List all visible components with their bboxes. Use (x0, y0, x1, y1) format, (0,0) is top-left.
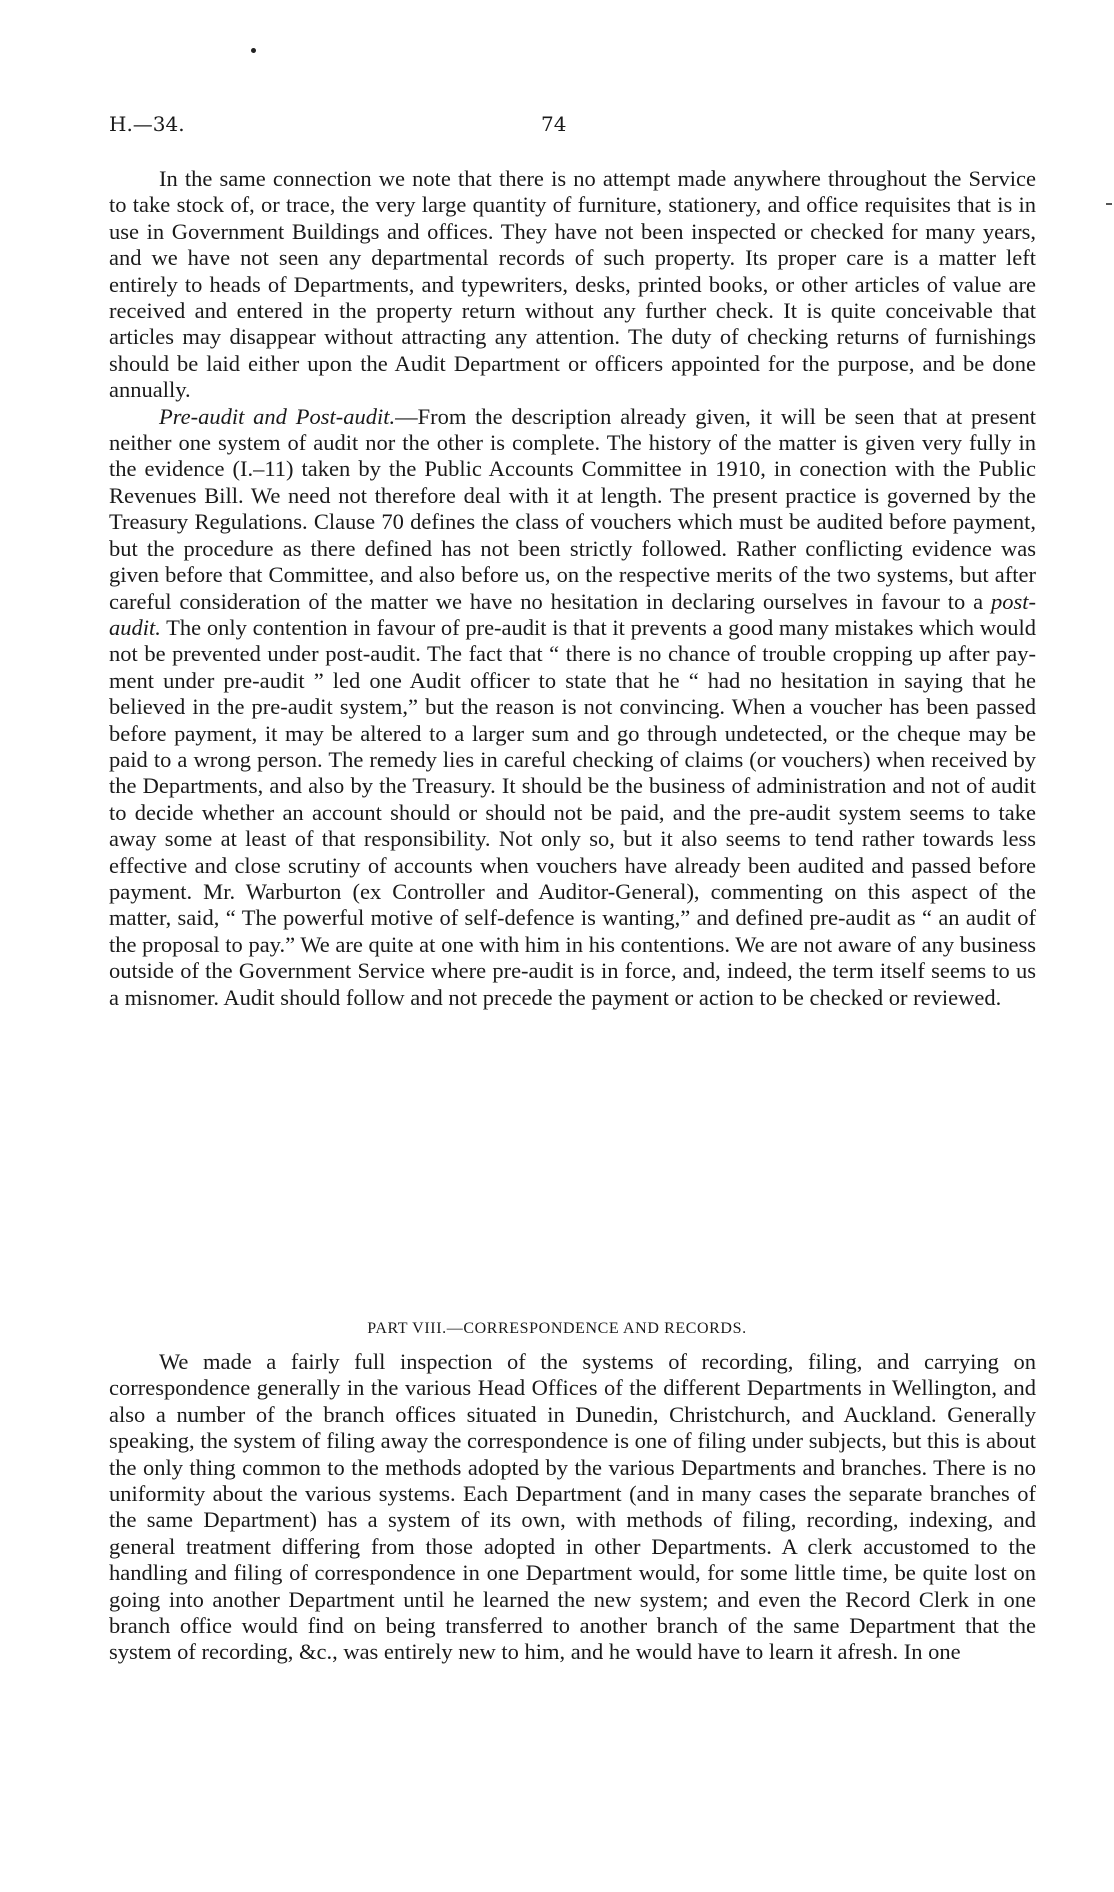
paragraph-correspondence: We made a fairly full inspection of the systems of recording, filing, and carrying on correspondence generally in the various Head Offices of the different Departments in Wellington, and also a number of the branch offices situated in Dunedin, Christchurch, and Auckland. Generally speaking, the system of filing away the correspondence is one of filing under subjects, but this is about the only thing common to the methods adopted by the various Departments and branches. There is no uniformity about the various systems. Each Department (and in many cases the separate branches of the same Department) has a system of its own, with methods of filing, recording, indexing, and general treatment differing from those adopted in other Departments. A clerk accustomed to the handling and filing of correspondence in one Department would, for some little time, be quite lost on going into another Department until he learned the new system; and even the Record Clerk in one branch office would find on being transferred to another branch of the same Department that the system of recording, &c., was entirely new to him, and he would have to learn it afresh. In one (109, 1349, 1036, 1665)
paragraph-stock-taking: In the same connection we note that there is no attempt made anywhere throughout the Service to take stock of, or trace, the very large quantity of furniture, stationery, and office requisites that is in use in Government Buildings and offices. They have not been inspected or checked for many years, and we have not seen any departmental records of such property. Its proper care is a matter left entirely to heads of Departments, and typewriters, desks, printed books, or other articles of value are received and entered in the property return without any further check. It is quite conceivable that articles may disappear without attracting any attention. The duty of checking returns of furnishings should be laid either upon the Audit Department or officers appointed for the purpose, and be done annually. (109, 166, 1036, 403)
page-number: 74 (541, 112, 567, 136)
section-audit-text (109, 166, 1036, 1011)
paragraph-pre-post-audit-text-continued: The only contention in favour of pre-audit is that it prevents a good many mistakes which would not be prevented under post-audit. The fact that “ there is no chance of trouble cropping up after payment under pre-audit ” led one Audit officer to state that he “ had no hesitation in saying that he believed in the pre-audit system,” but the reason is not convincing. When a voucher has been passed before payment, it may be altered to a larger sum and go through undetected, or the cheque may be paid to a wrong person. The remedy lies in careful checking of claims (or vouchers) when received by the Departments, and also by the Treasury. It should be the business of administration and not of audit to decide whether an account should or should not be paid, and the pre-audit system seems to take away some at least of that responsibility. Not only so, but it also seems to tend rather towards less effective and close scrutiny of accounts when vouchers have already been audited and passed before payment. Mr. Warburton (ex Controller and Auditor-General), commenting on this aspect of the matter, said, “ The powerful motive of self-defence is wanting,” and defined pre-audit as “ an audit of the proposal to pay.” We are quite at one with him in his contentions. We are not aware of any business outside of the Government Service where pre-audit is in force, and, indeed, the term itself seems to us a misnomer. Audit should follow and not precede the payment or action to be checked or reviewed. (109, 614, 1036, 1010)
italic-post-audit: post-audit. (109, 588, 1036, 640)
side-heading-pre-post-audit: Pre-audit and Post-audit. (159, 403, 396, 429)
paragraph-pre-post-audit (109, 404, 1036, 1011)
margin-mark (1106, 203, 1112, 205)
page-header (109, 112, 1036, 142)
document-reference: H.—34. (109, 112, 185, 136)
paragraph-pre-post-audit-text: —From the description already given, it will be seen that at present neither one system of audit nor the other is complete. The history of the matter is given very fully in the evidence (I.–11) taken by the Public Accounts Committee in 1910, in conection with the Public Revenues Bill. We need not therefore deal with it at length. The present practice is governed by the Treasury Regulations. Clause 70 defines the class of vouchers which must be audited before payment, but the procedure as there defined has not been strictly followed. Rather conflicting evidence was given before that Committee, and also before us, on the respective merits of the two systems, but after careful consideration of the matter we have no hesitation in declaring ourselves in favour to a (109, 403, 1036, 614)
ink-speck (251, 48, 256, 53)
part-heading: PART VIII.—CORRESPONDENCE AND RECORDS. (367, 1320, 747, 1337)
section-correspondence-text (109, 1349, 1036, 1666)
